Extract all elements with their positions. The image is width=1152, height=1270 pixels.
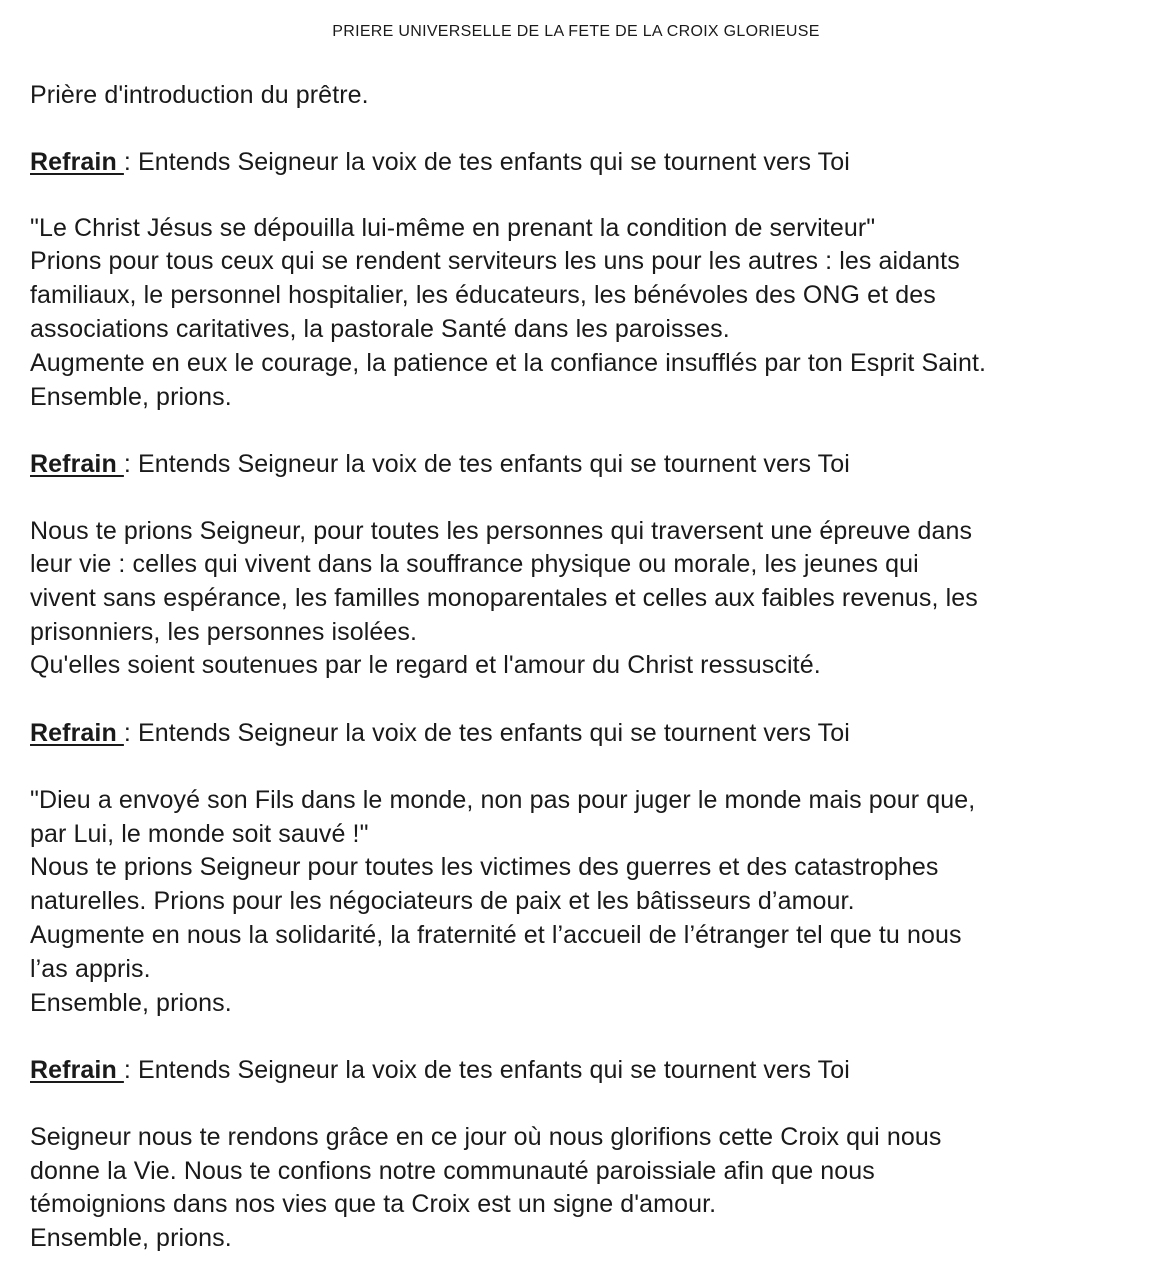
intention-3-line: par Lui, le monde soit sauvé !" [30,820,369,848]
intention-2-line: Nous te prions Seigneur, pour toutes les personnes qui traversent une épreuve dans [30,517,973,545]
refrain-separator: : [123,148,138,176]
intention-4-line: témoignions dans nos vies que ta Croix est un signe d'amour. [30,1190,717,1218]
intention-1-line: Prions pour tous ceux qui se rendent serviteurs les uns pour les autres : les aidants [30,247,960,275]
intention-3-line: l’as appris. [30,955,151,983]
refrain-line [30,449,850,479]
intention-4-line: Ensemble, prions. [30,1224,232,1252]
intention-2-line: vivent sans espérance, les familles monoparentales et celles aux faibles revenus, les [30,584,978,612]
refrain-separator: : [123,1056,138,1084]
refrain-text: Entends Seigneur la voix de tes enfants qui se tournent vers Toi [137,148,850,176]
refrain-separator: : [123,719,138,747]
refrain-separator: : [123,450,138,478]
refrain-text: Entends Seigneur la voix de tes enfants qui se tournent vers Toi [137,719,850,747]
intention-4-line: Seigneur nous te rendons grâce en ce jour où nous glorifions cette Croix qui nous [30,1123,942,1151]
refrain-text: Entends Seigneur la voix de tes enfants qui se tournent vers Toi [137,1056,850,1084]
intention-4-line: donne la Vie. Nous te confions notre communauté paroissiale afin que nous [30,1157,875,1185]
intention-1-line: associations caritatives, la pastorale Santé dans les paroisses. [30,315,730,343]
intention-1-line: Augmente en eux le courage, la patience et la confiance insufflés par ton Esprit Saint. [30,349,987,377]
intention-2-line: leur vie : celles qui vivent dans la souffrance physique ou morale, les jeunes qui [30,550,919,578]
intention-3-line: Ensemble, prions. [30,989,232,1017]
intro-line: Prière d'introduction du prêtre. [30,81,369,109]
intention-2-line: Qu'elles soient soutenues par le regard et l'amour du Christ ressuscité. [30,651,821,679]
refrain-text: Entends Seigneur la voix de tes enfants qui se tournent vers Toi [137,450,850,478]
intention-3-line: Augmente en nous la solidarité, la fraternité et l’accueil de l’étranger tel que tu nous [30,921,962,949]
refrain-line [30,718,850,748]
intention-2-line: prisonniers, les personnes isolées. [30,618,418,646]
intention-3-line: naturelles. Prions pour les négociateurs de paix et les bâtisseurs d’amour. [30,887,855,915]
intention-1-line: Ensemble, prions. [30,383,232,411]
intention-3-line: Nous te prions Seigneur pour toutes les victimes des guerres et des catastrophes [30,853,939,881]
intention-1-line: "Le Christ Jésus se dépouilla lui-même en prenant la condition de serviteur" [30,214,876,242]
refrain-label: Refrain [30,148,124,176]
refrain-label: Refrain [30,719,124,747]
refrain-label: Refrain [30,1056,124,1084]
intention-1-line: familiaux, le personnel hospitalier, les éducateurs, les bénévoles des ONG et des [30,281,936,309]
refrain-label: Refrain [30,450,124,478]
refrain-line [30,1055,850,1085]
document-title: PRIERE UNIVERSELLE DE LA FETE DE LA CROIX GLORIEUSE [332,23,820,40]
intention-3-line: "Dieu a envoyé son Fils dans le monde, non pas pour juger le monde mais pour que, [30,786,976,814]
refrain-line [30,147,850,177]
